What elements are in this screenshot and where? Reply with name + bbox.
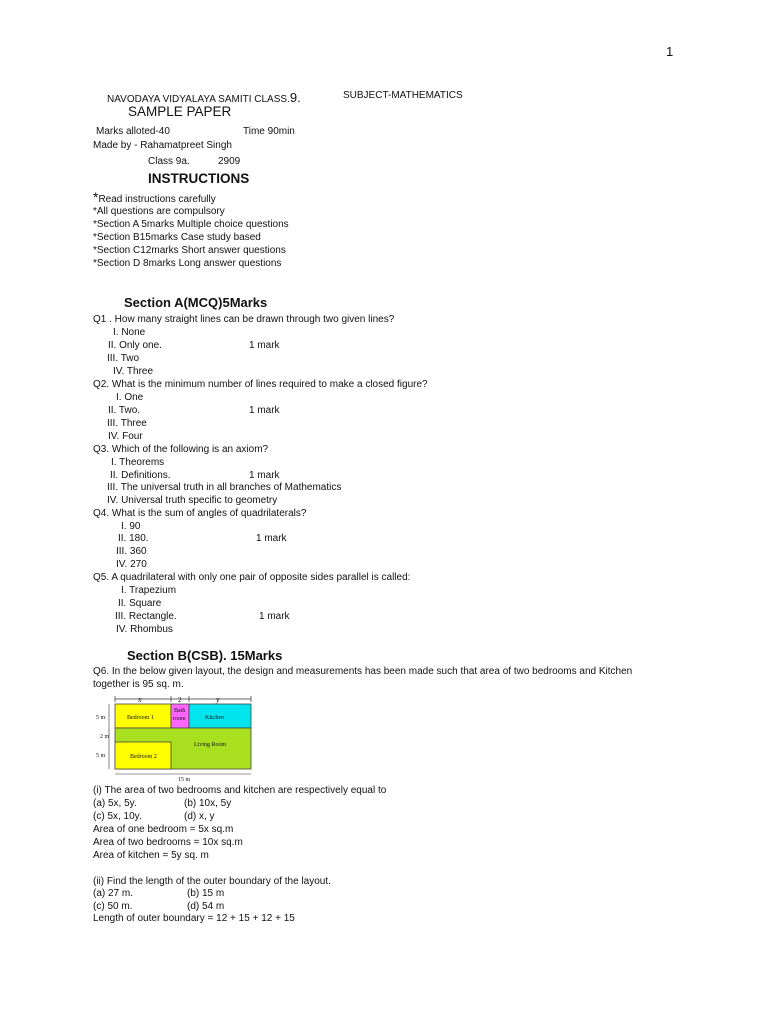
question-q5: Q5. A quadrilateral with only one pair of opposite sides parallel is called: bbox=[93, 572, 411, 583]
option: III. Two bbox=[107, 353, 140, 364]
star-mark: * bbox=[93, 189, 99, 205]
dim-2m-label: 2 m bbox=[100, 734, 110, 740]
subject-label: SUBJECT-MATHEMATICS bbox=[343, 90, 463, 101]
instruction-first bbox=[93, 189, 216, 205]
question-q1: Q1 . How many straight lines can be drawn through two given lines? bbox=[93, 314, 395, 325]
org-name bbox=[107, 90, 301, 105]
option-b: (b) 10x, 5y bbox=[184, 798, 232, 809]
answer-line: Area of one bedroom = 5x sq.m bbox=[93, 824, 234, 835]
option: IV. 270 bbox=[116, 559, 147, 570]
option-c: (c) 5x, 10y. bbox=[93, 811, 142, 822]
instruction-first-text: Read instructions carefully bbox=[98, 194, 216, 205]
answer-line: Area of kitchen = 5y sq. m bbox=[93, 850, 209, 861]
dim-2-label: 2 bbox=[178, 696, 182, 704]
dim-y-label: y bbox=[216, 695, 220, 704]
bath-label-line2: room bbox=[173, 716, 186, 722]
class-number: 9. bbox=[289, 90, 301, 105]
option: IV. Four bbox=[108, 431, 143, 442]
subquestion-1: (i) The area of two bedrooms and kitchen are respectively equal to bbox=[93, 785, 387, 796]
mark-label: 1 mark bbox=[249, 340, 280, 351]
option: II. Square bbox=[118, 598, 162, 609]
section-a-heading: Section A(MCQ)5Marks bbox=[124, 295, 268, 310]
dim-15m-label: 15 m bbox=[178, 777, 191, 782]
author-line: Made by - Rahamatpreet Singh bbox=[93, 140, 232, 151]
instruction-item: *Section D 8marks Long answer questions bbox=[93, 258, 282, 269]
option: IV. Three bbox=[113, 366, 154, 377]
bedroom-2-label: Bedroom 2 bbox=[130, 754, 157, 760]
floor-plan-figure bbox=[95, 694, 271, 782]
instructions-heading: INSTRUCTIONS bbox=[148, 171, 250, 186]
question-q2: Q2. What is the minimum number of lines required to make a closed figure? bbox=[93, 379, 428, 390]
instruction-item: *Section A 5marks Multiple choice questions bbox=[93, 219, 289, 230]
option: IV. Rhombus bbox=[116, 624, 173, 635]
option-b: (b) 15 m bbox=[187, 888, 225, 899]
paper-title: SAMPLE PAPER bbox=[128, 104, 232, 119]
option: IV. Universal truth specific to geometry bbox=[107, 495, 278, 506]
page-number: 1 bbox=[666, 44, 674, 59]
option: II. Only one. bbox=[108, 340, 162, 351]
option: II. Two. bbox=[108, 405, 141, 416]
question-q6-line1: Q6. In the below given layout, the design and measurements has been made such that area of two bedrooms and Kitchen bbox=[93, 666, 633, 677]
bath-label-line1: Bath bbox=[174, 708, 186, 714]
question-q6-line2: together is 95 sq. m. bbox=[93, 679, 184, 690]
roll-number: 2909 bbox=[218, 156, 241, 167]
option: I. 90 bbox=[121, 521, 141, 532]
mark-label: 1 mark bbox=[259, 611, 290, 622]
mark-label: 1 mark bbox=[249, 470, 280, 481]
instruction-item: *Section B15marks Case study based bbox=[93, 232, 261, 243]
option: II. 180. bbox=[118, 533, 149, 544]
instruction-item: *All questions are compulsory bbox=[93, 206, 225, 217]
org-label: NAVODAYA VIDYALAYA SAMITI CLASS. bbox=[107, 94, 290, 105]
mark-label: 1 mark bbox=[256, 533, 287, 544]
option: II. Definitions. bbox=[110, 470, 171, 481]
option-d: (d) 54 m bbox=[187, 901, 225, 912]
dim-x-label: x bbox=[138, 695, 142, 704]
answer-line: Length of outer boundary = 12 + 15 + 12 + 15 bbox=[93, 913, 295, 924]
dim-5m-bottom-label: 5 m bbox=[96, 753, 106, 759]
option-d: (d) x, y bbox=[184, 811, 215, 822]
option: I. One bbox=[116, 392, 144, 403]
option: I. Trapezium bbox=[121, 585, 177, 596]
mark-label: 1 mark bbox=[249, 405, 280, 416]
option: III. 360 bbox=[116, 546, 147, 557]
question-q3: Q3. Which of the following is an axiom? bbox=[93, 444, 269, 455]
kitchen-label: Kitchen bbox=[205, 715, 224, 721]
option: III. Three bbox=[107, 418, 147, 429]
marks-allotted: Marks alloted-40 bbox=[96, 126, 170, 137]
option-c: (c) 50 m. bbox=[93, 901, 133, 912]
living-room-label: Living Room bbox=[194, 742, 227, 748]
bedroom-1-label: Bedroom 1 bbox=[127, 715, 154, 721]
option: III. The universal truth in all branches of Mathematics bbox=[107, 482, 342, 493]
class-section: Class 9a. bbox=[148, 156, 190, 167]
option-a: (a) 5x, 5y. bbox=[93, 798, 137, 809]
subquestion-2: (ii) Find the length of the outer boundary of the layout. bbox=[93, 876, 331, 887]
section-b-heading: Section B(CSB). 15Marks bbox=[127, 648, 283, 663]
time-allotted: Time 90min bbox=[243, 126, 295, 137]
question-q4: Q4. What is the sum of angles of quadrilaterals? bbox=[93, 508, 307, 519]
option: I. None bbox=[113, 327, 146, 338]
instruction-item: *Section C12marks Short answer questions bbox=[93, 245, 286, 256]
option: I. Theorems bbox=[111, 457, 165, 468]
dim-5m-top-label: 5 m bbox=[96, 715, 106, 721]
option: III. Rectangle. bbox=[115, 611, 177, 622]
answer-line: Area of two bedrooms = 10x sq.m bbox=[93, 837, 243, 848]
option-a: (a) 27 m. bbox=[93, 888, 134, 899]
